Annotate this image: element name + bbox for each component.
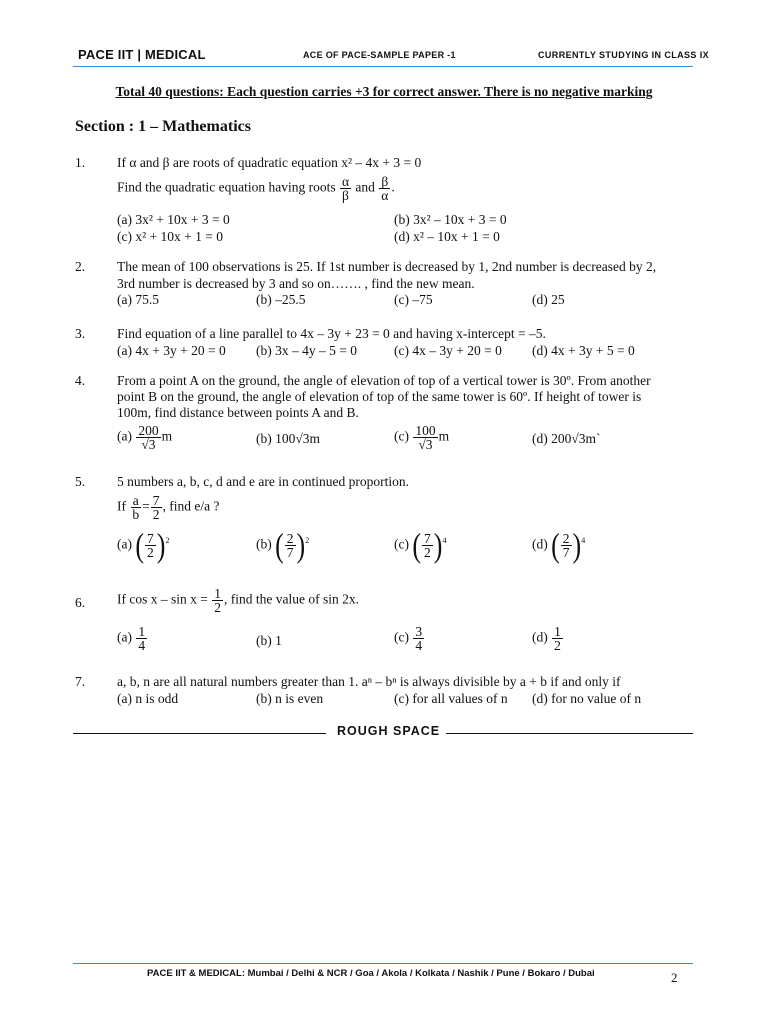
option-c: (c) $\frac{3}{4}$ bbox=[394, 624, 423, 653]
question-text-2: If $\frac{a}{b}$ = $\frac{7}{2}$ , find e/a ? bbox=[117, 493, 220, 522]
question-text: The mean of 100 observations is 25. If 1st number is decreased by 1, 2nd number is decreased by 2, bbox=[117, 259, 657, 274]
option-a: (a) 75.5 bbox=[117, 292, 159, 307]
question-number: 2. bbox=[75, 259, 86, 274]
paper-title: ACE OF PACE-SAMPLE PAPER -1 bbox=[303, 50, 456, 60]
option-d: (d) $\frac{1}{2}$ bbox=[532, 624, 561, 653]
page-header bbox=[0, 0, 768, 70]
fraction-beta-alpha: $\frac{\beta}{\alpha}$ bbox=[381, 174, 389, 203]
divider-line-right bbox=[446, 733, 693, 734]
question-text: If cos x – sin x = $\frac{1}{2}$ , find the value of sin 2x. bbox=[117, 586, 359, 615]
option-d: (d) 200√3m` bbox=[532, 431, 601, 446]
rough-space-divider bbox=[0, 724, 768, 744]
footer-rule bbox=[73, 963, 693, 964]
option-d: (d) ( $\frac{2}{7}$ )$^4$ bbox=[532, 526, 586, 564]
question-text-3: 100m, find distance between points A and B. bbox=[117, 405, 359, 420]
option-b: (b) 3x – 4y – 5 = 0 bbox=[256, 343, 357, 358]
footer-text: PACE IIT & MEDICAL: Mumbai / Delhi & NCR / Goa / Akola / Kolkata / Nashik / Pune / Bokaro / Dubai bbox=[147, 968, 595, 979]
class-label: CURRENTLY STUDYING IN CLASS IX bbox=[538, 50, 710, 60]
option-b: (b) –25.5 bbox=[256, 292, 306, 307]
option-d: (d) x² – 10x + 1 = 0 bbox=[394, 229, 500, 244]
option-c: (c) $\frac{100}{√3}$ m bbox=[394, 423, 450, 452]
question-text: a, b, n are all natural numbers greater than 1. aⁿ – bⁿ is always divisible by a + b if and only if bbox=[117, 674, 621, 689]
option-c: (c) for all values of n bbox=[394, 691, 508, 706]
question-text-2: Find the quadratic equation having roots $\frac{\alpha}{\beta}$ and $\frac{\beta}{\alpha}$ . bbox=[117, 174, 395, 203]
pace-logo: PACE IIT | MEDICAL bbox=[78, 47, 206, 62]
question-text: If α and β are roots of quadratic equation x² – 4x + 3 = 0 bbox=[117, 155, 422, 170]
option-c: (c) 4x – 3y + 20 = 0 bbox=[394, 343, 502, 358]
question-number: 6. bbox=[75, 595, 86, 610]
option-d: (d) 4x + 3y + 5 = 0 bbox=[532, 343, 635, 358]
option-c: (c) –75 bbox=[394, 292, 433, 307]
instructions: Total 40 questions: Each question carries +3 for correct answer. There is no negative marking bbox=[115, 84, 653, 99]
option-a: (a) 4x + 3y + 20 = 0 bbox=[117, 343, 226, 358]
question-text: Find equation of a line parallel to 4x – 3y + 23 = 0 and having x-intercept = –5. bbox=[117, 326, 546, 341]
option-a: (a) 3x² + 10x + 3 = 0 bbox=[117, 212, 230, 227]
option-d: (d) for no value of n bbox=[532, 691, 642, 706]
option-a: (a) n is odd bbox=[117, 691, 179, 706]
question-number: 7. bbox=[75, 674, 86, 689]
option-a: (a) $\frac{1}{4}$ bbox=[117, 624, 146, 653]
option-b: (b) n is even bbox=[256, 691, 324, 706]
question-number: 3. bbox=[75, 326, 86, 341]
option-d: (d) 25 bbox=[532, 292, 565, 307]
option-c: (c) x² + 10x + 1 = 0 bbox=[117, 229, 223, 244]
option-b: (b) 3x² – 10x + 3 = 0 bbox=[394, 212, 507, 227]
question-text: From a point A on the ground, the angle of elevation of top of a vertical tower is 30º. From another bbox=[117, 373, 651, 388]
header-rule bbox=[73, 66, 693, 67]
fraction-alpha-beta: $\frac{\alpha}{\beta}$ bbox=[341, 174, 350, 203]
option-b: (b) 1 bbox=[256, 633, 282, 648]
section-title: Section : 1 – Mathematics bbox=[75, 118, 251, 135]
question-number: 4. bbox=[75, 373, 86, 388]
rough-space-label: ROUGH SPACE bbox=[337, 724, 441, 738]
question-number: 1. bbox=[75, 155, 86, 170]
question-text: 5 numbers a, b, c, d and e are in continued proportion. bbox=[117, 474, 410, 489]
option-a: (a) $\frac{200}{√3}$ m bbox=[117, 423, 173, 452]
question-text-2: 3rd number is decreased by 3 and so on……. , find the new mean. bbox=[117, 276, 475, 291]
question-number: 5. bbox=[75, 474, 86, 489]
option-c: (c) ( $\frac{7}{2}$ )$^4$ bbox=[394, 526, 447, 564]
option-a: (a) ( $\frac{7}{2}$ )$^2$ bbox=[117, 526, 170, 564]
option-b: (b) ( $\frac{2}{7}$ )$^2$ bbox=[256, 526, 310, 564]
option-b: (b) 100√3m bbox=[256, 431, 321, 446]
page-number: 2 bbox=[671, 970, 678, 985]
divider-line-left bbox=[73, 733, 326, 734]
question-text-2: point B on the ground, the angle of elevation of top of the same tower is 60º. If height of tower is bbox=[117, 389, 642, 404]
